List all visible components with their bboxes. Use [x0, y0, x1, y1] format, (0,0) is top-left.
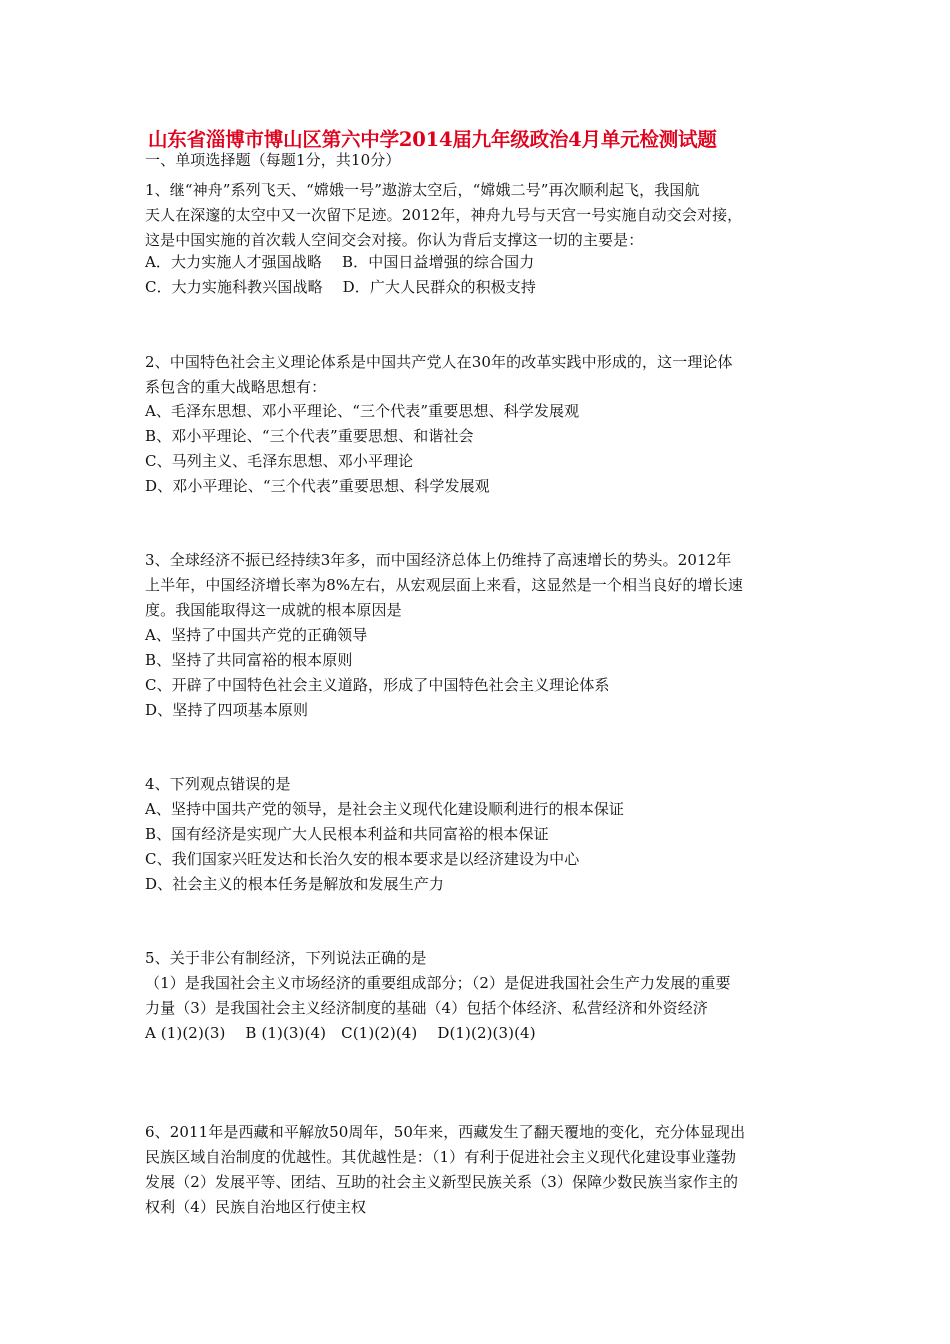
question-1-stem-line-3: 这是中国实施的首次载人空间交会对接。你认为背后支撑这一切的主要是： [145, 231, 644, 249]
question-6-stem-line-1: 6、2011年是西藏和平解放50周年，50年来，西藏发生了翻天覆地的变化，充分体显现出 [145, 1123, 746, 1141]
question-4-stem-line-1: 4、下列观点错误的是 [145, 775, 291, 793]
question-3-stem-line-1: 3、全球经济不振已经持续3年多，而中国经济总体上仍维持了高速增长的势头。2012年 [145, 551, 732, 569]
document-title: 山东省淄博市博山区第六中学2014届九年级政治4月单元检测试题 [148, 128, 717, 151]
question-2-stem-line-1: 2、中国特色社会主义理论体系是中国共产党人在30年的改革实践中形成的，这一理论体 [145, 353, 733, 371]
question-3-option-line-2: B、坚持了共同富裕的根本原则 [145, 651, 353, 669]
question-2-option-line-2: B、邓小平理论、“三个代表”重要思想、和谐社会 [145, 427, 474, 445]
question-4-option-line-3: C、我们国家兴旺发达和长治久安的根本要求是以经济建设为中心 [145, 850, 580, 868]
question-5-option-line-1: A (1)(2)(3) B (1)(3)(4) C(1)(2)(4) D(1)(2)(3)(4) [145, 1024, 536, 1042]
question-4-option-line-1: A、坚持中国共产党的领导，是社会主义现代化建设顺利进行的根本保证 [145, 800, 625, 818]
question-2-stem-line-2: 系包含的重大战略思想有： [145, 378, 327, 396]
question-2-option-line-3: C、马列主义、毛泽东思想、邓小平理论 [145, 452, 414, 470]
question-6-stem-line-3: 发展（2）发展平等、团结、互助的社会主义新型民族关系（3）保障少数民族当家作主的 [145, 1173, 739, 1191]
section-heading: 一、单项选择题（每题1分，共10分） [145, 151, 401, 169]
question-6-stem-line-4: 权利（4）民族自治地区行使主权 [145, 1198, 367, 1216]
question-3-option-line-1: A、坚持了中国共产党的正确领导 [145, 626, 368, 644]
question-5-stem-line-1: 5、关于非公有制经济，下列说法正确的是 [145, 949, 427, 967]
question-5-stem-line-3: 力量（3）是我国社会主义经济制度的基础（4）包括个体经济、私营经济和外资经济 [145, 999, 708, 1017]
question-1-option-line-1: A．大力实施人才强国战略 B．中国日益增强的综合国力 [145, 253, 535, 271]
question-3-option-line-4: D、坚持了四项基本原则 [145, 701, 309, 719]
question-3-stem-line-3: 度。我国能取得这一成就的根本原因是 [145, 601, 402, 619]
question-4-option-line-2: B、国有经济是实现广大人民根本利益和共同富裕的根本保证 [145, 825, 549, 843]
question-2-option-line-4: D、邓小平理论、“三个代表”重要思想、科学发展观 [145, 477, 490, 495]
question-3-option-line-3: C、开辟了中国特色社会主义道路，形成了中国特色社会主义理论体系 [145, 676, 610, 694]
question-4-option-line-4: D、社会主义的根本任务是解放和发展生产力 [145, 875, 445, 893]
question-3-stem-line-2: 上半年，中国经济增长率为8%左右，从宏观层面上来看，这显然是一个相当良好的增长速 [145, 576, 743, 594]
question-1-option-line-2: C．大力实施科教兴国战略 D．广大人民群众的积极支持 [145, 278, 536, 296]
question-5-stem-line-2: （1）是我国社会主义市场经济的重要组成部分；（2）是促进我国社会生产力发展的重要 [145, 974, 731, 992]
question-6-stem-line-2: 民族区域自治制度的优越性。其优越性是：（1）有利于促进社会主义现代化建设事业蓬勃 [145, 1148, 737, 1166]
question-1-stem-line-2: 天人在深邃的太空中又一次留下足迹。2012年，神舟九号与天宫一号实施自动交会对接， [145, 206, 743, 224]
question-2-option-line-1: A、毛泽东思想、邓小平理论、“三个代表”重要思想、科学发展观 [145, 402, 580, 420]
question-1-stem-line-1: 1、继“神舟”系列飞天、“嫦娥一号”遨游太空后，“嫦娥二号”再次顺利起飞，我国航 [145, 181, 700, 199]
